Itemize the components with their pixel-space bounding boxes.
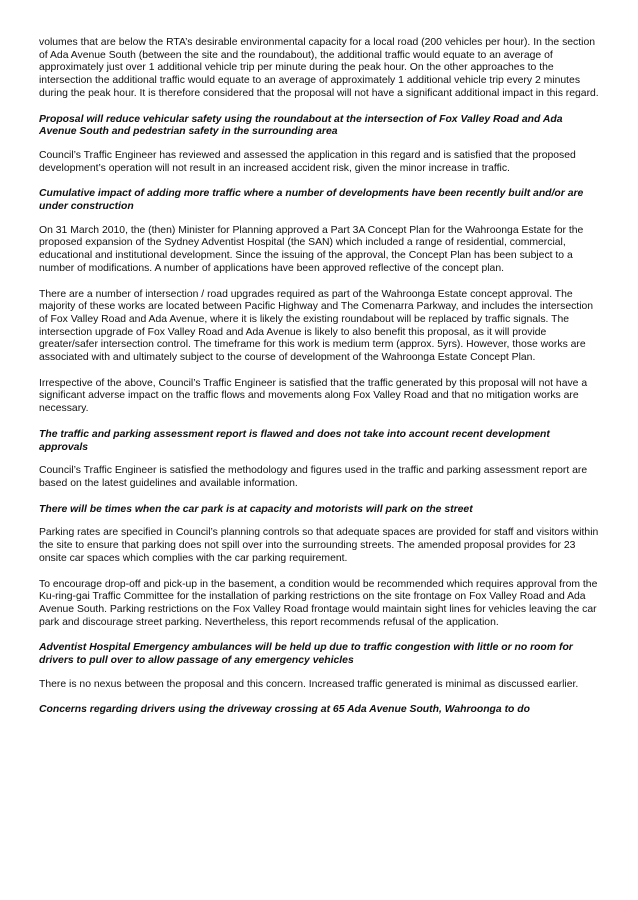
paragraph-traffic-volumes: volumes that are below the RTA’s desirable environmental capacity for a local road (200 vehicles per hour). In the section of Ada Avenue South (between the site and the roundabout), the additional traffic would equate to an average of approximately just over 1 additional vehicle trip per minute during the peak hour. On the other approaches to the intersection the additional traffic would equate to an average of approximately 1 additional vehicle trip every 2 minutes during the peak hour. It is therefore considered that the proposal will not have a significant additional impact in this regard. xyxy=(39,37,599,99)
document-page xyxy=(39,37,601,717)
paragraph-methodology: Council’s Traffic Engineer is satisfied the methodology and figures used in the traffic and parking assessment report are based on the latest guidelines and available information. xyxy=(39,465,588,489)
paragraph-accident-risk: Council’s Traffic Engineer has reviewed and assessed the application in this regard and is satisfied that the proposed development’s operation will not result in an increased accident risk, given the minor increase in traffic. xyxy=(39,149,576,174)
heading-roundabout-safety: Proposal will reduce vehicular safety using the roundabout at the intersection of Fox Valley Road and Ada Avenue South and pedestrian safety in the surrounding area xyxy=(39,113,563,138)
heading-driveway-crossing: Concerns regarding drivers using the driveway crossing at 65 Ada Avenue South, Wahroonga to do xyxy=(39,704,530,716)
heading-cumulative-impact: Cumulative impact of adding more traffic where a number of developments have been recently built and/or are under construction xyxy=(39,188,584,213)
paragraph-parking-rates: Parking rates are specified in Council’s planning controls so that adequate spaces are provided for staff and visitors within the site to ensure that parking does not spill over into the surrounding streets. The amended proposal provides for 23 onsite car spaces which complies with the car parking requirement. xyxy=(39,527,599,564)
paragraph-no-nexus: There is no nexus between the proposal and this concern. Increased traffic generated is minimal as discussed earlier. xyxy=(39,678,579,690)
heading-ambulances: Adventist Hospital Emergency ambulances will be held up due to traffic congestion with little or no room for drivers to pull over to allow passage of any emergency vehicles xyxy=(39,642,573,667)
paragraph-intersection-upgrades: There are a number of intersection / road upgrades required as part of the Wahroonga Estate concept approval. The majority of these works are located between Pacific Highway and The Comenarra Parkway, and includes the intersection of Fox Valley Road and Ada Avenue, where it is likely the existing roundabout will be replaced by traffic signals. The intersection upgrade of Fox Valley Road and Ada Avenue is likely to also benefit this proposal, as it will provide greater/safer intersection control. The timeframe for this work is medium term (approx. 5yrs). However, those works are associated with and ultimately subject to the course of development of the Wahroonga Estate Concept Plan. xyxy=(39,288,594,364)
paragraph-concept-plan: On 31 March 2010, the (then) Minister for Planning approved a Part 3A Concept Plan for the Wahroonga Estate for the proposed expansion of the Sydney Adventist Hospital (the SAN) which included a range of residential, commercial, educational and institutional development. Since the issuing of the approval, the Concept Plan has been subject to a number of modifications. A number of applications have been approved reflective of the concept plan. xyxy=(39,224,584,274)
paragraph-no-mitigation: Irrespective of the above, Council’s Traffic Engineer is satisfied that the traffic generated by this proposal will not have a significant adverse impact on the traffic flows and movements along Fox Valley Road and that no mitigation works are necessary. xyxy=(39,377,588,415)
paragraph-drop-off: To encourage drop-off and pick-up in the basement, a condition would be recommended which requires approval from the Ku-ring-gai Traffic Committee for the installation of parking restrictions on the site frontage on Fox Valley Road and Ada Avenue South. Parking restrictions on the Fox Valley Road frontage would maintain sight lines for vehicles leaving the car park and discourage street parking. Nevertheless, this report recommends refusal of the application. xyxy=(39,578,598,628)
heading-report-flawed: The traffic and parking assessment report is flawed and does not take into account recent development approvals xyxy=(39,428,550,453)
heading-car-park-capacity: There will be times when the car park is at capacity and motorists will park on the street xyxy=(39,503,473,515)
